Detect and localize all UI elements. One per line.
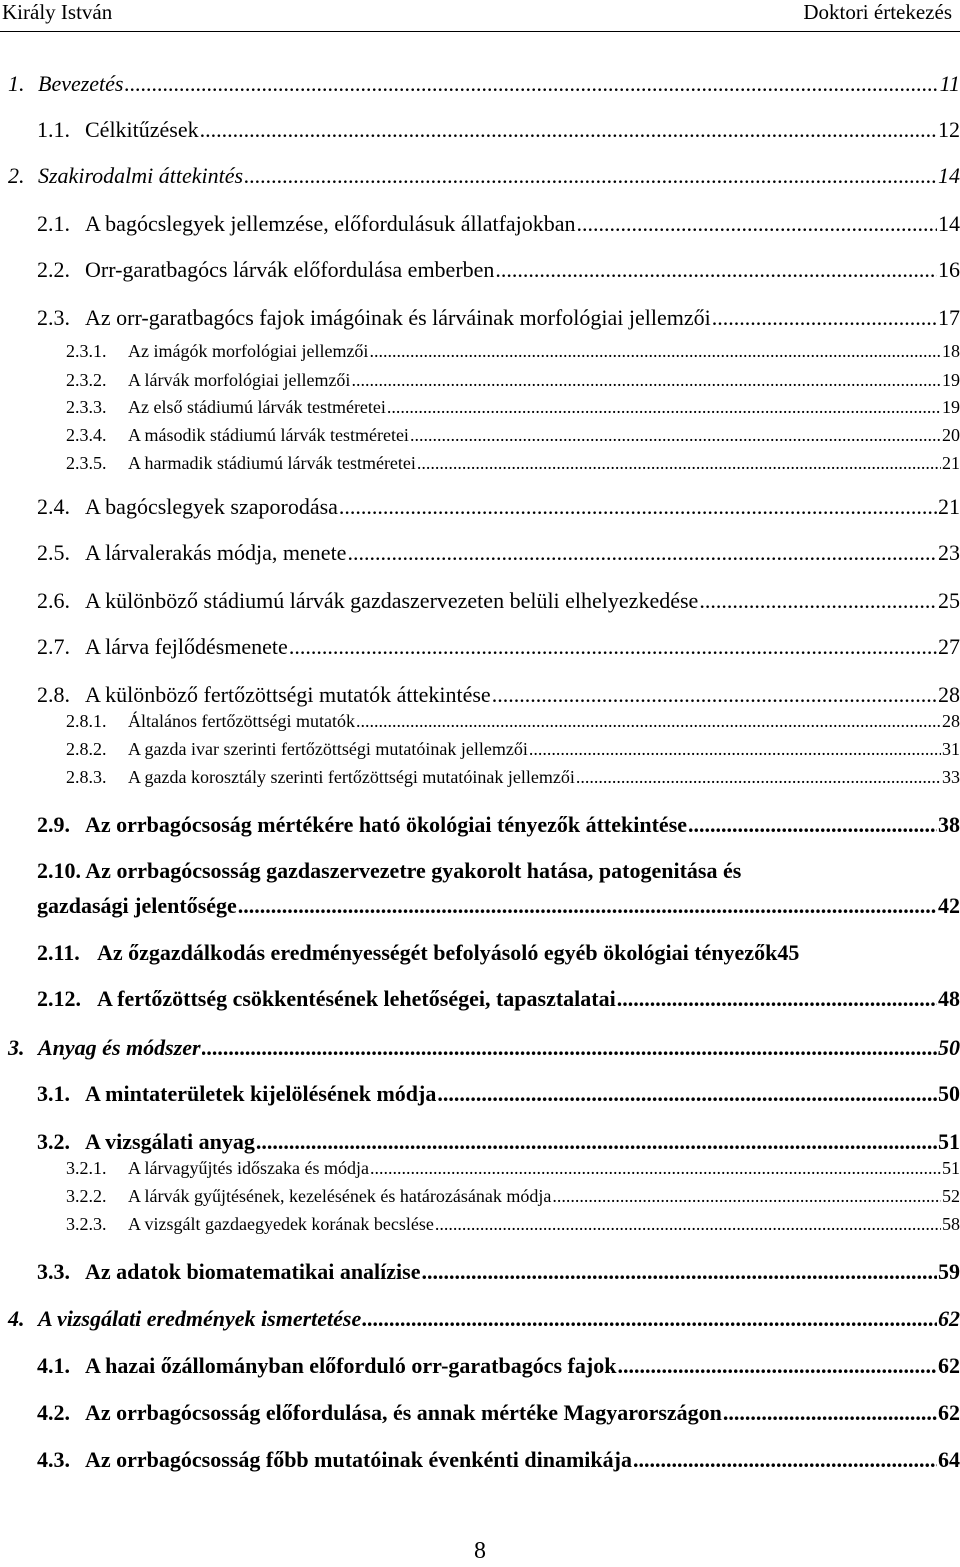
toc-entry-number: 1.1. (37, 117, 70, 142)
toc-leader (617, 1353, 937, 1379)
header-doc-type: Doktori értekezés (803, 0, 952, 24)
toc-entry-title: A vizsgálati eredmények ismertetése (38, 1306, 362, 1331)
toc-entry[interactable] (66, 425, 960, 446)
toc-entry[interactable] (37, 540, 960, 566)
toc-entry-title: Anyag és módszer (38, 1035, 201, 1060)
toc-leader (417, 453, 941, 474)
toc-entry-page: 64 (938, 1447, 960, 1472)
toc-entry-title: Az őzgazdálkodás eredményességét befolyásoló egyéb ökológiai tényezők (97, 940, 778, 965)
toc-entry-title: Szakirodalmi áttekintés (38, 163, 244, 188)
toc-entry-title: Általános fertőzöttségi mutatók (128, 711, 355, 731)
toc-entry-page: 45 (777, 940, 800, 965)
toc-entry-title: A lárvák gyűjtésének, kezelésének és határozásának módja (128, 1186, 552, 1206)
toc-entry-page: 62 (938, 1306, 960, 1331)
toc-entry[interactable] (8, 163, 960, 189)
toc-entry-page: 16 (938, 257, 960, 282)
toc-entry[interactable] (66, 1158, 960, 1179)
toc-entry-page: 38 (938, 812, 960, 837)
toc-entry-number: 1. (8, 71, 25, 96)
toc-entry-number: 2.3.4. (66, 425, 107, 445)
toc-entry-number: 2. (8, 163, 25, 188)
toc-entry-title: Az imágók morfológiai jellemzői (128, 341, 369, 361)
toc-leader (699, 588, 937, 614)
toc-entry-number: 2.10. (37, 858, 81, 883)
toc-entry-number: 2.8.1. (66, 711, 107, 731)
toc-leader (362, 1306, 937, 1332)
toc-leader (617, 986, 937, 1012)
toc-entry-number: 2.8.2. (66, 739, 107, 759)
toc-entry-title: A különböző fertőzöttségi mutatók áttekintése (85, 682, 491, 707)
toc-entry-title: A vizsgált gazdaegyedek korának becslése (128, 1214, 434, 1234)
toc-leader (256, 1129, 937, 1155)
toc-entry-title: Az orrbagócsoság mértékére ható ökológiai tényezők áttekintése (85, 812, 688, 837)
toc-entry-number: 3.1. (37, 1081, 70, 1106)
toc-entry-page: 25 (938, 588, 960, 613)
toc-leader (723, 1400, 937, 1426)
toc-entry-page: 21 (942, 453, 960, 473)
toc-entry-page: 28 (942, 711, 960, 731)
toc-entry-number: 2.3.2. (66, 370, 107, 390)
toc-entry[interactable] (37, 257, 960, 283)
toc-entry[interactable] (8, 1306, 960, 1332)
toc-entry-page: 11 (939, 71, 960, 96)
toc-entry-number: 3.2.2. (66, 1186, 107, 1206)
header-author: Király István (2, 0, 113, 24)
toc-entry[interactable] (37, 634, 960, 660)
toc-entry-title: A vizsgálati anyag (85, 1129, 255, 1154)
toc-entry[interactable] (66, 1186, 960, 1207)
toc-leader (289, 634, 937, 660)
toc-entry[interactable] (66, 341, 960, 362)
toc-entry-number: 2.4. (37, 494, 70, 519)
toc-entry[interactable] (37, 812, 960, 838)
toc-entry-number: 4.3. (37, 1447, 70, 1472)
toc-entry-number: 2.8. (37, 682, 70, 707)
toc-leader (492, 682, 937, 708)
toc-entry-page: 19 (942, 370, 960, 390)
toc-entry-number: 2.5. (37, 540, 70, 565)
toc-leader (688, 812, 937, 838)
toc-leader (200, 117, 937, 143)
toc-leader (347, 540, 937, 566)
toc-entry-page: 42 (938, 893, 960, 918)
toc-entry-page: 21 (938, 494, 960, 519)
toc-entry-first-line[interactable] (37, 858, 741, 884)
toc-entry-title: Az adatok biomatematikai analízise (85, 1259, 421, 1284)
toc-entry-number: 2.6. (37, 588, 70, 613)
toc-entry[interactable] (37, 117, 960, 143)
toc-entry-title: Orr-garatbagócs lárvák előfordulása emberben (85, 257, 495, 282)
toc-entry[interactable] (37, 893, 960, 919)
toc-leader (435, 1214, 941, 1235)
toc-entry-page: 50 (938, 1081, 960, 1106)
toc-entry-page: 12 (938, 117, 960, 142)
toc-entry[interactable] (37, 1081, 960, 1107)
header-rule (0, 31, 960, 32)
toc-entry-page: 17 (938, 305, 960, 330)
toc-entry-page: 28 (938, 682, 960, 707)
page-number: 8 (474, 1538, 486, 1564)
toc-entry-title: A lárva fejlődésmenete (85, 634, 288, 659)
toc-entry-page: 48 (938, 986, 960, 1011)
toc-entry-number: 3. (8, 1035, 25, 1060)
toc-entry-title: A különböző stádiumú lárvák gazdaszervezeten belüli elhelyezkedése (85, 588, 699, 613)
toc-entry[interactable] (8, 1035, 960, 1061)
toc-entry-page: 27 (938, 634, 960, 659)
toc-entry-page: 14 (938, 211, 960, 236)
toc-entry[interactable] (66, 1214, 960, 1235)
toc-entry-number: 2.3.1. (66, 341, 107, 361)
toc-entry-number: 2.7. (37, 634, 70, 659)
toc-entry-number: 3.2.1. (66, 1158, 107, 1178)
toc-entry-title: Az orrbagócsosság gazdaszervezetre gyakorolt hatása, patogenitása és (85, 858, 742, 883)
toc-entry[interactable] (66, 739, 960, 760)
toc-entry-title: Az orr-garatbagócs fajok imágóinak és lárváinak morfológiai jellemzői (85, 305, 711, 330)
toc-entry-number: 3.3. (37, 1259, 70, 1284)
toc-entry-number: 4. (8, 1306, 25, 1331)
toc-entry-page: 18 (942, 341, 960, 361)
toc-entry-page: 62 (938, 1353, 960, 1378)
toc-entry-page: 19 (942, 397, 960, 417)
toc-entry[interactable] (8, 71, 960, 97)
toc-leader (495, 257, 937, 283)
toc-entry-number: 2.12. (37, 986, 81, 1011)
toc-entry[interactable] (37, 1400, 960, 1426)
toc-entry-number: 2.11. (37, 940, 80, 965)
toc-entry-title: Bevezetés (38, 71, 124, 96)
toc-entry-title: A mintaterületek kijelölésének módja (85, 1081, 437, 1106)
toc-entry[interactable] (66, 397, 960, 418)
toc-entry-page: 52 (942, 1186, 960, 1206)
toc-entry[interactable] (37, 682, 960, 708)
toc-entry-title: A bagócslegyek szaporodása (85, 494, 338, 519)
toc-entry-number: 2.3. (37, 305, 70, 330)
toc-entry-title: A lárvagyűjtés időszaka és módja (128, 1158, 369, 1178)
toc-entry-title: A második stádiumú lárvák testméretei (128, 425, 409, 445)
toc-entry-number: 2.9. (37, 812, 70, 837)
toc-entry-title: Az orrbagócsosság főbb mutatóinak évenkénti dinamikája (85, 1447, 632, 1472)
toc-leader (351, 370, 941, 391)
toc-entry-page: 14 (938, 163, 960, 188)
toc-leader (422, 1259, 938, 1285)
toc-entry[interactable] (37, 588, 960, 614)
toc-entry-title: A fertőzöttség csökkentésének lehetőségei, tapasztalatai (97, 986, 616, 1011)
toc-entry-title: Az orrbagócsosság előfordulása, és annak mértéke Magyarországon (85, 1400, 722, 1425)
toc-entry-title: A harmadik stádiumú lárvák testméretei (128, 453, 416, 473)
toc-entry[interactable] (66, 453, 960, 474)
toc-leader (370, 1158, 941, 1179)
toc-entry-title: A gazda ivar szerinti fertőzöttségi mutatóinak jellemzői (128, 739, 528, 759)
toc-leader (712, 305, 937, 331)
toc-entry-number: 4.2. (37, 1400, 70, 1425)
toc-leader (202, 1035, 937, 1061)
toc-entry-number: 2.2. (37, 257, 70, 282)
toc-entry-title: Célkitűzések (85, 117, 199, 142)
toc-entry-page: 20 (942, 425, 960, 445)
toc-leader (238, 893, 937, 919)
toc-entry[interactable] (37, 1129, 960, 1155)
toc-entry[interactable] (66, 767, 960, 788)
toc-entry-title: Az első stádiumú lárvák testméretei (128, 397, 386, 417)
toc-entry[interactable] (37, 986, 960, 1012)
running-header (0, 0, 960, 30)
toc-entry-page: 58 (942, 1214, 960, 1234)
toc-entry-page: 33 (942, 767, 960, 787)
toc-entry[interactable] (37, 940, 960, 966)
toc-entry[interactable] (66, 370, 960, 391)
toc-entry-number: 2.3.5. (66, 453, 107, 473)
toc-leader (387, 397, 941, 418)
toc-entry-page: 31 (942, 739, 960, 759)
toc-leader (576, 767, 941, 788)
toc-entry[interactable] (37, 1259, 960, 1285)
toc-entry[interactable] (66, 711, 960, 732)
toc-leader (577, 211, 937, 237)
toc-entry-page: 50 (938, 1035, 960, 1060)
toc-entry-title: A lárvák morfológiai jellemzői (128, 370, 351, 390)
toc-leader (552, 1186, 941, 1207)
toc-entry-page: 62 (938, 1400, 960, 1425)
toc-entry-number: 2.3.3. (66, 397, 107, 417)
toc-entry-title-continued: gazdasági jelentősége (37, 893, 237, 918)
toc-entry[interactable] (37, 1447, 960, 1473)
toc-leader (244, 163, 937, 189)
toc-leader (125, 71, 939, 97)
toc-entry-title: A hazai őzállományban előforduló orr-garatbagócs fajok (85, 1353, 617, 1378)
toc-entry[interactable] (37, 1353, 960, 1379)
toc-leader (356, 711, 941, 732)
toc-entry-title: A lárvalerakás módja, menete (85, 540, 347, 565)
toc-leader (529, 739, 941, 760)
toc-entry-number: 2.1. (37, 211, 70, 236)
toc-entry-title: A bagócslegyek jellemzése, előfordulásuk állatfajokban (85, 211, 576, 236)
toc-entry[interactable] (37, 305, 960, 331)
toc-leader (437, 1081, 937, 1107)
toc-leader (339, 494, 937, 520)
toc-entry[interactable] (37, 494, 960, 520)
toc-entry-page: 59 (938, 1259, 960, 1284)
toc-leader (410, 425, 941, 446)
toc-leader (369, 341, 941, 362)
toc-entry-number: 2.8.3. (66, 767, 107, 787)
toc-leader (633, 1447, 937, 1473)
toc-entry-number: 4.1. (37, 1353, 70, 1378)
toc-entry-number: 3.2. (37, 1129, 70, 1154)
toc-entry-title: A gazda korosztály szerinti fertőzöttségi mutatóinak jellemzői (128, 767, 575, 787)
toc-entry[interactable] (37, 211, 960, 237)
toc-entry-page: 51 (942, 1158, 960, 1178)
toc-entry-page: 23 (938, 540, 960, 565)
toc-entry-page: 51 (938, 1129, 960, 1154)
toc-entry-number: 3.2.3. (66, 1214, 107, 1234)
